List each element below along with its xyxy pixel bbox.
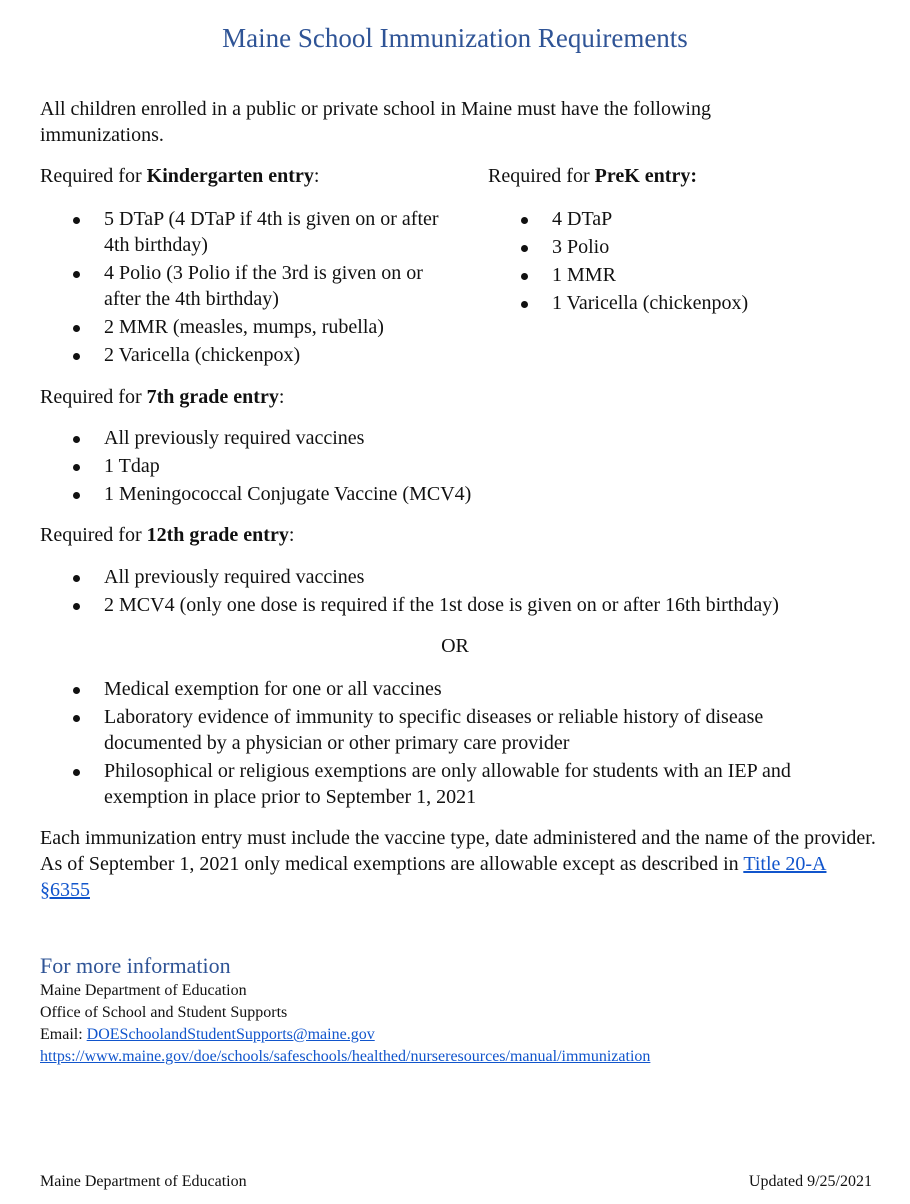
entry-requirements-paragraph [40, 825, 880, 903]
bullet-icon [73, 769, 80, 776]
bullet-icon [73, 436, 80, 443]
prek-heading [488, 163, 697, 189]
grade12-heading [40, 522, 294, 548]
kindergarten-heading-prefix: Required for [40, 165, 147, 187]
kindergarten-list-item-text: 5 DTaP (4 DTaP if 4th is given on or after 4th birthday) [104, 208, 439, 256]
title-20a-link[interactable]: Title 20-A §6355 [40, 853, 827, 901]
exemption-list-item-text: Philosophical or religious exemptions are only allowable for students with an IEP and exemption in place prior to September 1, 2021 [104, 760, 791, 808]
grade12-list-item [40, 592, 890, 618]
exemption-list-item [40, 676, 850, 702]
grade7-heading-prefix: Required for [40, 386, 147, 408]
page-title: Maine School Immunization Requirements [222, 23, 688, 53]
exemption-list-item-text: Medical exemption for one or all vaccines [104, 678, 442, 700]
grade7-heading-suffix: : [278, 386, 285, 408]
kindergarten-heading [40, 163, 319, 189]
contact-office: Office of School and Student Supports [40, 1004, 288, 1021]
intro-text: All children enrolled in a public or private school in Maine must have the following immunizations. [40, 98, 711, 146]
exemption-list-item-text: Laboratory evidence of immunity to specific diseases or reliable history of disease documented by a physician or other primary care provider [104, 706, 764, 754]
kindergarten-heading-bold: Kindergarten entry [146, 165, 314, 187]
prek-list-item-text: 1 MMR [552, 264, 616, 286]
grade7-list-item-text: All previously required vaccines [104, 427, 365, 449]
kindergarten-list-item-text: 4 Polio (3 Polio if the 3rd is given on or after the 4th birthday) [104, 262, 423, 310]
grade7-list-item [40, 425, 840, 451]
bullet-icon [73, 353, 80, 360]
prek-list-item-text: 1 Varicella (chickenpox) [552, 292, 749, 314]
prek-list-item [488, 262, 888, 288]
prek-list [488, 206, 888, 318]
exemption-list-item [40, 758, 850, 810]
bullet-icon [521, 217, 528, 224]
footer-updated-date: Updated 9/25/2021 [748, 1173, 872, 1190]
contact-block [40, 980, 650, 1068]
prek-list-item-text: 3 Polio [552, 236, 610, 258]
bullet-icon [73, 492, 80, 499]
prek-list-item-text: 4 DTaP [552, 208, 613, 230]
more-info-heading: For more information [40, 953, 231, 978]
grade12-list-item-text: 2 MCV4 (only one dose is required if the 1st dose is given on or after 16th birthday) [104, 594, 779, 616]
grade7-list-item-text: 1 Tdap [104, 455, 160, 477]
grade7-heading [40, 384, 284, 410]
grade12-heading-suffix: : [288, 524, 295, 546]
bullet-icon [73, 603, 80, 610]
or-separator: OR [441, 635, 469, 657]
bullet-icon [73, 575, 80, 582]
grade7-list-item-text: 1 Meningococcal Conjugate Vaccine (MCV4) [104, 483, 472, 505]
grade12-heading-prefix: Required for [40, 524, 147, 546]
grade7-list-item [40, 453, 840, 479]
grade7-heading-bold: 7th grade entry [146, 386, 279, 408]
exemptions-list [40, 676, 850, 812]
bullet-icon [521, 301, 528, 308]
kindergarten-list-item [40, 314, 440, 340]
bullet-icon [521, 273, 528, 280]
immunization-url-link[interactable]: https://www.maine.gov/doe/schools/safeschools/healthed/nurseresources/manual/immunization [40, 1048, 651, 1065]
footer-org: Maine Department of Education [40, 1173, 247, 1190]
prek-heading-bold: PreK entry: [594, 165, 698, 187]
email-link[interactable]: DOESchoolandStudentSupports@maine.gov [86, 1026, 375, 1043]
contact-url-line [40, 1046, 650, 1068]
kindergarten-list-item-text: 2 Varicella (chickenpox) [104, 344, 301, 366]
kindergarten-list-item [40, 260, 440, 312]
kindergarten-list-item [40, 342, 440, 368]
prek-list-item [488, 290, 888, 316]
kindergarten-list-item-text: 2 MMR (measles, mumps, rubella) [104, 316, 384, 338]
kindergarten-heading-suffix: : [313, 165, 320, 187]
exemption-list-item [40, 704, 850, 756]
contact-email-line [40, 1024, 650, 1046]
prek-list-item [488, 206, 888, 232]
grade12-list [40, 564, 890, 620]
grade7-list [40, 425, 840, 509]
kindergarten-list [40, 206, 440, 370]
prek-heading-prefix: Required for [488, 165, 595, 187]
bullet-icon [521, 245, 528, 252]
grade12-list-item-text: All previously required vaccines [104, 566, 365, 588]
bullet-icon [73, 271, 80, 278]
grade12-list-item [40, 564, 890, 590]
bullet-icon [73, 687, 80, 694]
email-label: Email: [40, 1026, 87, 1043]
bullet-icon [73, 325, 80, 332]
grade7-list-item [40, 481, 840, 507]
paragraph-text: Each immunization entry must include the vaccine type, date administered and the name of the provider. As of September 1, 2021 only medical exemptions are allowable except as described in [40, 827, 876, 875]
bullet-icon [73, 217, 80, 224]
contact-org: Maine Department of Education [40, 982, 247, 999]
bullet-icon [73, 464, 80, 471]
kindergarten-list-item [40, 206, 440, 258]
bullet-icon [73, 715, 80, 722]
prek-list-item [488, 234, 888, 260]
grade12-heading-bold: 12th grade entry [146, 524, 289, 546]
